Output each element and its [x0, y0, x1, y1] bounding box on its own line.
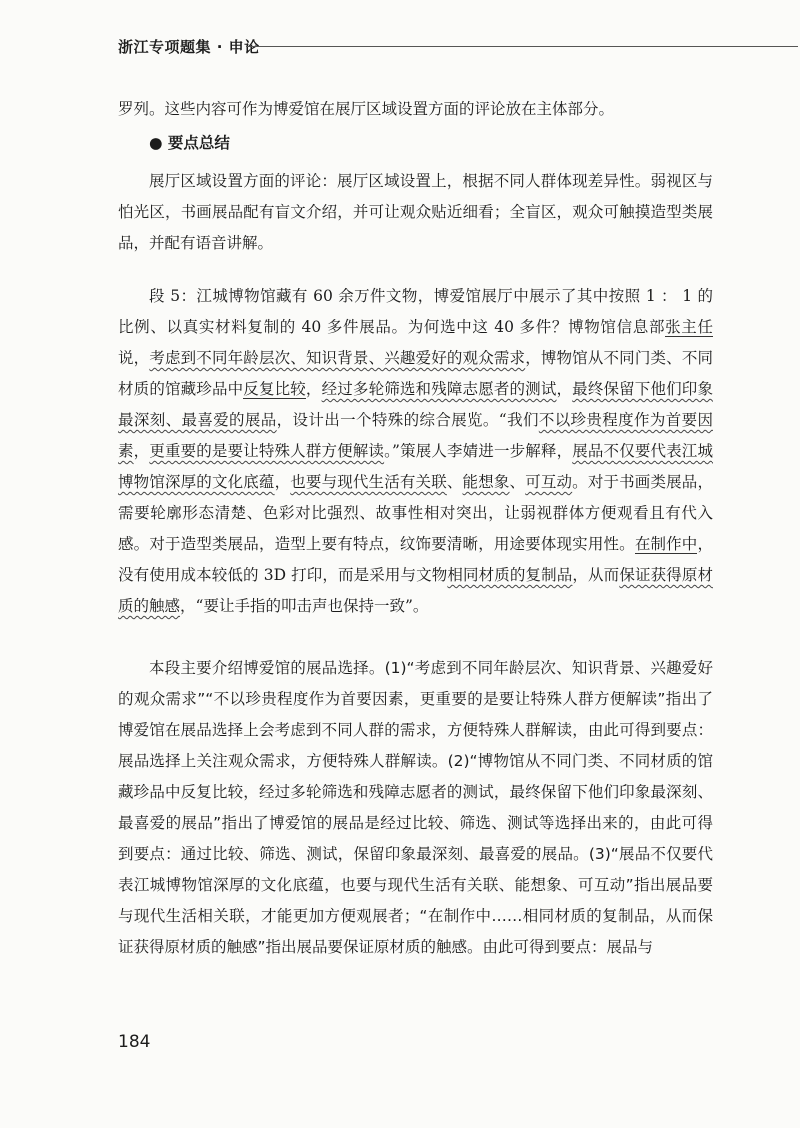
text-run: ，“要让手指的叩击声也保持一致”。	[180, 597, 429, 615]
page-number: 184	[118, 1032, 151, 1052]
text-run: ，	[305, 380, 322, 398]
running-header	[118, 30, 718, 60]
header-title: 浙江专项题集 · 申论	[118, 38, 260, 56]
wavy-underlined-text: 也要与现代生活有关联	[290, 473, 447, 491]
text-run: ，	[274, 473, 291, 491]
wavy-underlined-text: 相同材质的复制品	[447, 566, 573, 584]
wavy-underlined-text: 最终保留下他们印象最深刻、最喜爱的展品	[118, 380, 713, 429]
paragraph-excerpt-5	[118, 281, 713, 622]
wavy-underlined-text: 考虑到不同年龄层次、知识背景、兴趣爱好的观众需求	[149, 349, 526, 367]
text-run: 、	[509, 473, 526, 491]
wavy-underlined-text: 不以珍贵程度作为首要因素	[118, 411, 713, 460]
underlined-text: 在制作中	[634, 535, 698, 553]
paragraph-analysis: 本段主要介绍博爱馆的展品选择。(1)“考虑到不同年龄层次、知识背景、兴趣爱好的观众需求”“不以珍贵程度作为首要因素，更重要的是要让特殊人群方便解读”指出了博爱馆在展品选择上会考虑到不同人群的需求，方便特殊人群解读，由此可得到要点：展品选择上关注观众需求，方便特殊人群解读。(2)“博物馆从不同门类、不同材质的馆藏珍品中反复比较，经过多轮筛选和残障志愿者的测试，最终保留下他们印象最深刻、最喜爱的展品”指出了博爱馆的展品是经过比较、筛选、测试等选择出来的，由此可得到要点：通过比较、筛选、测试，保留印象最深刻、最喜爱的展品。(3)“展品不仅要代表江城博物馆深厚的文化底蕴，也要与现代生活有关联、能想象、可互动”指出展品要与现代生活相关联，才能更加方便观展者；“在制作中……相同材质的复制品，从而保证获得原材质的触感”指出展品要保证原材质的触感。由此可得到要点：展品与	[118, 659, 713, 956]
text-run: ，	[133, 442, 150, 460]
wavy-underlined-text: 更重要的是要让特殊人群方便解读	[149, 442, 385, 460]
header-rule	[246, 46, 798, 47]
wavy-underlined-text: 经过多轮筛选和残障志愿者的测试	[321, 380, 557, 398]
wavy-underlined-text: 可互动	[525, 473, 573, 491]
wavy-underlined-text: 能想象	[462, 473, 510, 491]
underlined-text: 张主任	[665, 318, 713, 336]
text-run: 。对于书画类展品，需要轮廓形态清楚、色彩对比强烈、故事性相对突出，让弱视群体方便观看且有代入感。对于造型类展品，造型上要有特点，纹饰要清晰，用途要体现实用性。	[118, 473, 713, 553]
text-run: 说，	[118, 349, 150, 367]
section-heading-summary: ● 要点总结	[149, 134, 230, 152]
underlined-text: 反复比较	[243, 380, 306, 398]
text-run: ，从而	[572, 566, 620, 584]
text-run: ，	[556, 380, 573, 398]
wavy-underlined-text: 保证获得原材质的触感	[118, 566, 713, 615]
text-run: ，设计出一个特殊的综合展览。“我们	[276, 411, 539, 429]
text-run: ，没有使用成本较低的 3D 打印，而是采用与文物	[118, 535, 713, 584]
text-run: 段 5：江城博物馆藏有 60 余万件文物，博爱馆展厅中展示了其中按照 1 ： 1 的比例、以真实材料复制的 40 多件展品。为何选中这 40 多件？博物馆信息部	[118, 287, 713, 336]
paragraph-summary: 展厅区域设置方面的评论：展厅区域设置上，根据不同人群体现差异性。弱视区与怕光区，书画展品配有盲文介绍，并可让观众贴近细看；全盲区，观众可触摸造型类展品，并配有语音讲解。	[118, 172, 713, 252]
paragraph-continuation: 罗列。这些内容可作为博爱馆在展厅区域设置方面的评论放在主体部分。	[118, 100, 615, 118]
text-run: 、	[446, 473, 463, 491]
wavy-underlined-text: 展品不仅要代表江城博物馆深厚的文化底蕴	[118, 442, 713, 491]
text-run: 。”策展人李婧进一步解释，	[384, 442, 573, 460]
text-run: ，博物馆从不同门类、不同材质的馆藏珍品中	[118, 349, 713, 398]
